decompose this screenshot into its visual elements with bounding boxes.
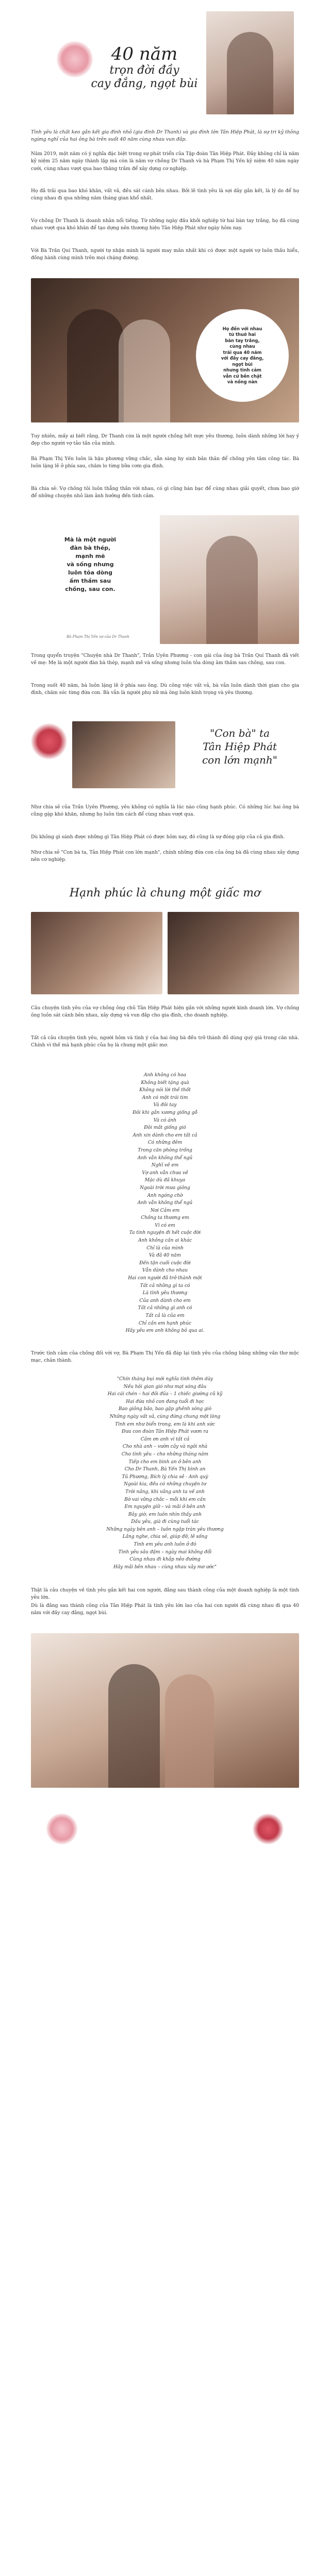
poem2-line: Cho nhà anh – vườn cây và ngôi nhà: [122, 1444, 208, 1450]
intro-paragraph: Tình yêu là chất keo gắn kết gia đình nhỏ (gia đình Dr Thanh) và gia đình lớn Tân Hiệp Phát, là sự tri kỷ thông ngừng nghỉ của hai ông bà trên suốt 40 năm cùng nhau vun đắp.: [31, 129, 299, 143]
closing-floral-left: [46, 1814, 77, 1844]
section1-paragraph-4: Với Bà Trần Quí Thanh, người tự nhận mình là người may mắn nhất khi có được một người vợ luôn thấu hiểu, đồng hành cùng mình trên mọi chặng đường.: [31, 248, 299, 261]
poem-line: Là tình yêu thương: [142, 1291, 188, 1296]
quote2-line: Mà là một người: [64, 536, 117, 543]
poem-line: Đôi khi gắn xương giống gỗ: [133, 1110, 197, 1115]
section7-paragraph-1: Thật là câu chuyện về tình yêu gắn kết hai con người, đằng sau thành công của một doanh nghiệp là một tình yêu lớn.: [31, 1587, 299, 1601]
poem-2: [72, 1376, 258, 1571]
poem-line: Vợ anh vẫn chưa về: [142, 1170, 188, 1176]
poem2-line: Cảm ơn anh vì tất cả: [140, 1436, 190, 1442]
poem-line: Của anh dành cho em: [139, 1298, 191, 1303]
section1-paragraph-2: Họ đã trải qua bao khó khăn, vất vả, đều sát cánh bên nhau. Bởi lẽ tình yêu là sợi dây gắn kết, là lý do để họ cùng nhau đi qua những năm tháng gian khổ nhất.: [31, 188, 299, 201]
poem-line: Hai con người đã trở thành một: [128, 1276, 202, 1281]
quote2-line: và sống nhưng: [67, 561, 114, 568]
poem-line: Trong căn phòng trống: [138, 1147, 192, 1153]
couple-figure-right: [119, 319, 170, 422]
poem-line: Anh có một trái tim: [142, 1095, 188, 1100]
poem2-line: Những ngày vất vả, cùng đứng chung một lòng: [109, 1414, 221, 1419]
hero-title-line-1: 40 năm: [111, 44, 178, 64]
poem2-line: Lắng nghe, chia sẻ, giúp đỡ, lẽ sống: [122, 1534, 208, 1540]
section4-paragraph-2: Dù không gì sánh được những gì Tân Hiệp Phát có được hôm nay, đó cũng là sự đóng góp của cả gia đình.: [31, 834, 285, 840]
poem2-line: Tình em yêu anh luôn ở đó: [134, 1542, 196, 1548]
section5-title: Hạnh phúc là chung một giấc mơ: [69, 887, 261, 900]
hero-title-line-3: cay đắng, ngọt bùi: [91, 77, 198, 90]
section4-title-line: "Con bà" ta: [209, 727, 270, 739]
poem2-line: Đưa con đoàn Tân Hiệp Phát vươn ra: [122, 1429, 208, 1435]
portrait-caption: Bà Phạm Thị Yến vợ của Dr Thanh: [67, 635, 129, 639]
poem2-line: Ngoài kia, đều có những chuyện tư: [124, 1482, 206, 1487]
section4-paragraph-3: Như chia sẻ "Con bà ta, Tân Hiệp Phát con lớn mạnh", chính những đứa con của ông bà đã cùng nhau xây dựng nên cơ nghiệp.: [31, 850, 299, 863]
poem-line: Vẫn dành cho nhau: [142, 1268, 188, 1274]
poem-line: Không biết tặng quà: [141, 1080, 189, 1086]
section7-paragraph-2: Dù là đằng sau thành công của Tân Hiệp Phát là tình yêu lớn lao của hai con người đã cùng nhau đi qua 40 năm với đầy cay đắng, ngọt bùi.: [31, 1603, 299, 1616]
quote2-text: [31, 520, 150, 594]
section2-paragraph-2: Bà Phạm Thị Yến luôn là hậu phương vững chắc, sẵn sàng hy sinh bản thân để chồng yên tâm công tác. Bà luôn lặng lẽ ở phía sau, chăm lo từng bữa cơm gia đình.: [31, 456, 299, 469]
hero-photo: [206, 11, 294, 114]
poem2-line: Trời nắng, khi vắng anh ta về anh: [125, 1489, 205, 1495]
hero-photo-figure: [227, 32, 273, 114]
poem2-line: Em nguyện giữ – và mãi ở bên anh: [124, 1504, 206, 1510]
group-photo-2: [168, 912, 299, 994]
poem2-line: Hãy mãi bên nhau – cùng nhau xây mơ ước": [113, 1564, 217, 1570]
poem-line: Anh ngóng chờ: [147, 1193, 183, 1198]
poem-1: [93, 1072, 237, 1335]
poem2-line: Hai cái chén – hai đôi đũa – 1 chiếc giường cũ kỹ: [107, 1392, 223, 1397]
poem2-line: Nếu hỏi gian gió như mạt sóng đâu: [123, 1384, 207, 1389]
poem-line: Vì có em: [155, 1223, 175, 1228]
quote1-line: cùng nhau: [229, 344, 255, 349]
poem2-line: Bao giông bão, bao gập ghềnh sóng gió: [118, 1406, 212, 1412]
section4-title: [180, 726, 299, 767]
poem-line: Và đôi tay: [153, 1103, 177, 1108]
poem-line: Tất cả những gì ta có: [140, 1283, 190, 1289]
quote2-line: luôn tỏa dòng: [68, 569, 113, 576]
quote2-block: [31, 520, 150, 629]
poem2-line: Tiếp cho em bình an ở bên anh: [128, 1459, 202, 1465]
quote1-line: bàn tay trắng,: [225, 337, 260, 343]
poem-line: Đôi mắt giống gió: [144, 1125, 186, 1131]
section4-floral: [31, 723, 67, 759]
poem2-line: Hai đứa nhỏ con đang tuổi đi học: [126, 1399, 204, 1404]
quote1-line: từ thuở hai: [229, 332, 256, 337]
hero-title-line-2: trọn đời đầy: [109, 64, 179, 77]
portrait-photo: [160, 515, 299, 644]
section4-title-line: Tân Hiệp Phát: [202, 740, 277, 753]
poem-line: Anh xin dành cho em tất cả: [133, 1132, 197, 1138]
quote2-line: chồng, sau con.: [65, 586, 116, 592]
poem2-line: Cho tình yêu – cho những tháng năm: [121, 1451, 209, 1457]
poem-line: Anh vẫn không thể ngủ: [137, 1200, 193, 1206]
poem2-line: Tình yêu sâu đậm – ngày mai không đổi: [118, 1549, 212, 1555]
closing-photo-1: [31, 1633, 299, 1788]
quote1-line: Họ đến với nhau: [222, 326, 262, 331]
poem2-line: Tủ Phương, Bích lý chia sẻ - Anh quý: [122, 1474, 208, 1480]
quote1-line: và nồng nàn: [227, 379, 258, 384]
poem-line: Hãy yêu em anh không bỏ qua ai.: [125, 1328, 205, 1334]
section1-paragraph-3: Vợ chồng Dr Thanh là doanh nhân nổi tiếng. Từ những ngày đầu khởi nghiệp từ hai bàn tay trắng, họ đã cùng nhau vượt qua khó khăn để tạo dựng nên thương hiệu Tân Hiệp Phát như ngày hôm nay.: [31, 218, 299, 231]
quote2-line: đàn bà thép,: [70, 545, 111, 551]
section6-paragraph-1: Trước tình cảm của chồng đối với vợ, Bà Phạm Thị Yến đã đáp lại tình yêu của chồng bằng những vần thơ mộc mạc, chân thành.: [31, 1350, 299, 1364]
closing-figure-right: [165, 1674, 214, 1788]
section2-paragraph-3: Bà chia sẻ: Vợ chồng tôi luôn thẳng thắn với nhau, có gì cũng bàn bạc để cùng nhau giải quyết, chưa bao giờ để những chuyện nhỏ làm ảnh hưởng đến tình cảm.: [31, 486, 299, 499]
poem2-line: Cùng nhau đi khắp nẻo đường: [129, 1557, 201, 1563]
closing-floral-right: [253, 1814, 284, 1844]
section4-title-line: con lớn mạnh": [202, 754, 277, 766]
poem2-line: Tình em như biển trong, em là khi anh sức: [115, 1421, 215, 1427]
poem-line: Mặc dù đã khuya: [144, 1178, 186, 1183]
poem-line: Chỉ cần em hạnh phúc: [138, 1320, 192, 1326]
poem2-line: Dấu yêu, già đi cùng tuổi tác: [131, 1519, 199, 1525]
section3-paragraph-1: Trong quyển truyện "Chuyện nhà Dr Thanh", Trần Uyên Phương - con gái của ông bà Trần Quí Thanh đã viết về mẹ: Mẹ là một người đàn bà thép, mạnh mẽ và sống nhưng luôn tỏa dòng âm thầm sau chồng, sau con.: [31, 653, 299, 666]
poem2-line: Những ngày bên anh – luôn ngập tràn yêu thương: [106, 1527, 224, 1532]
poem2-line: Bờ vai vững chắc – mỗi khi em cần: [124, 1497, 206, 1502]
section3-paragraph-2: Trong suốt 40 năm, bà luôn lặng lẽ ở phía sau ông. Dù công việc vất vả, bà vẫn luôn dành thời gian cho gia đình, chăm sóc từng đứa con. Bà vẫn là người phụ nữ mà ông luôn kính trọng và yêu thương.: [31, 683, 299, 696]
quote1-line: trải qua 40 năm: [223, 349, 262, 355]
poem-line: Ngoài trời mưa giông: [140, 1185, 190, 1191]
couple-figure-left: [67, 309, 124, 422]
poem-line: Chỉ là của mình: [146, 1245, 184, 1251]
quote1-line: vẫn cứ bền chặt: [223, 373, 262, 379]
poem-line: Tất cả những gì anh có: [138, 1306, 192, 1311]
poem-line: Tất cả là của em: [145, 1313, 185, 1318]
quote2-line: mạnh mẽ: [75, 553, 105, 560]
family-photo: [72, 721, 175, 788]
poem-line: Nơi Cảm em: [150, 1208, 180, 1213]
quote1-line: nhưng tình cảm: [223, 367, 261, 372]
poem-line: Ta tình nguyện đi hết cuộc đời: [129, 1230, 201, 1236]
poem2-line: Bây giờ, em luôn nhìn thấy anh: [128, 1512, 202, 1517]
poem-line: Anh vẫn không thể ngủ: [137, 1155, 193, 1161]
portrait-figure: [206, 536, 258, 644]
quote-bubble-1: [196, 309, 289, 402]
quote2-line: ấm thầm sau: [69, 578, 111, 584]
poem2-line: "Chín tháng bụi mới nghĩa tình thêm dày: [117, 1377, 213, 1382]
section1-paragraph-1: Năm 2019, một năm có ý nghĩa đặc biệt trong sự phát triển của Tập đoàn Tân Hiệp Phát. Đây không chỉ là năm kỷ niệm 25 năm ngày thành lập mà còn là năm vợ chồng Dr Thanh và bà Phạm Thị Yến kỷ niệm 40 năm ngày cưới, cùng nhau vượt qua bao thăng trầm để xây dựng cơ nghiệp.: [31, 151, 299, 172]
poem-line: Anh không có hoa: [144, 1073, 186, 1078]
section5-paragraph-1: Câu chuyện tình yêu của vợ chồng ông chủ Tân Hiệp Phát hiện gần với những người kinh doanh lớn. Vợ chồng ông luôn sát cánh bên nhau, xây dựng và vun đắp cho gia đình, cho doanh nghiệp.: [31, 1005, 299, 1019]
poem-line: Đến tận cuối cuộc đời: [139, 1260, 191, 1266]
quote1-line: ngọt bùi: [232, 361, 253, 367]
poem-line: Và có ánh: [153, 1117, 177, 1123]
quote1-line: với đầy cay đắng,: [221, 355, 264, 361]
poem-line: Chồng ta thương em: [141, 1215, 189, 1221]
hero-title: [77, 44, 211, 91]
group-photo-1: [31, 912, 162, 994]
section4-paragraph-1: Như chia sẻ của Trần Uyên Phương, yêu không có nghĩa là lúc nào cũng hạnh phúc. Có những lúc hai ông bà cũng gặp khó khăn, nhưng họ luôn tìm cách để cùng nhau vượt qua.: [31, 804, 299, 818]
poem-line: Và đã 40 năm: [149, 1253, 181, 1259]
closing-figure-left: [108, 1664, 160, 1788]
section5-paragraph-2: Tất cả câu chuyện tình yêu, người hôm và tình ý của hai ông bà đều trở thành đồ dùng quý giá trong căn nhà. Chính vì thế mà hạnh phúc của họ là chung một giấc mơ.: [31, 1035, 299, 1048]
poem2-line: Cho Dr Thanh, Bà Yến Thị bình an: [124, 1467, 206, 1472]
poem-line: Có những đêm: [147, 1140, 183, 1146]
section2-paragraph-1: Tuy nhiên, mấy ai biết rằng, Dr Thanh còn là một người chồng hết mực yêu thương, luôn dành những lời hay ý đẹp cho người vợ tảo tần của mình.: [31, 433, 299, 447]
poem-line: Không nói lời thề thốt: [139, 1088, 191, 1093]
poem-line: Anh không cần ai khác: [138, 1238, 192, 1244]
poem-line: Nghĩ về em: [151, 1163, 179, 1168]
